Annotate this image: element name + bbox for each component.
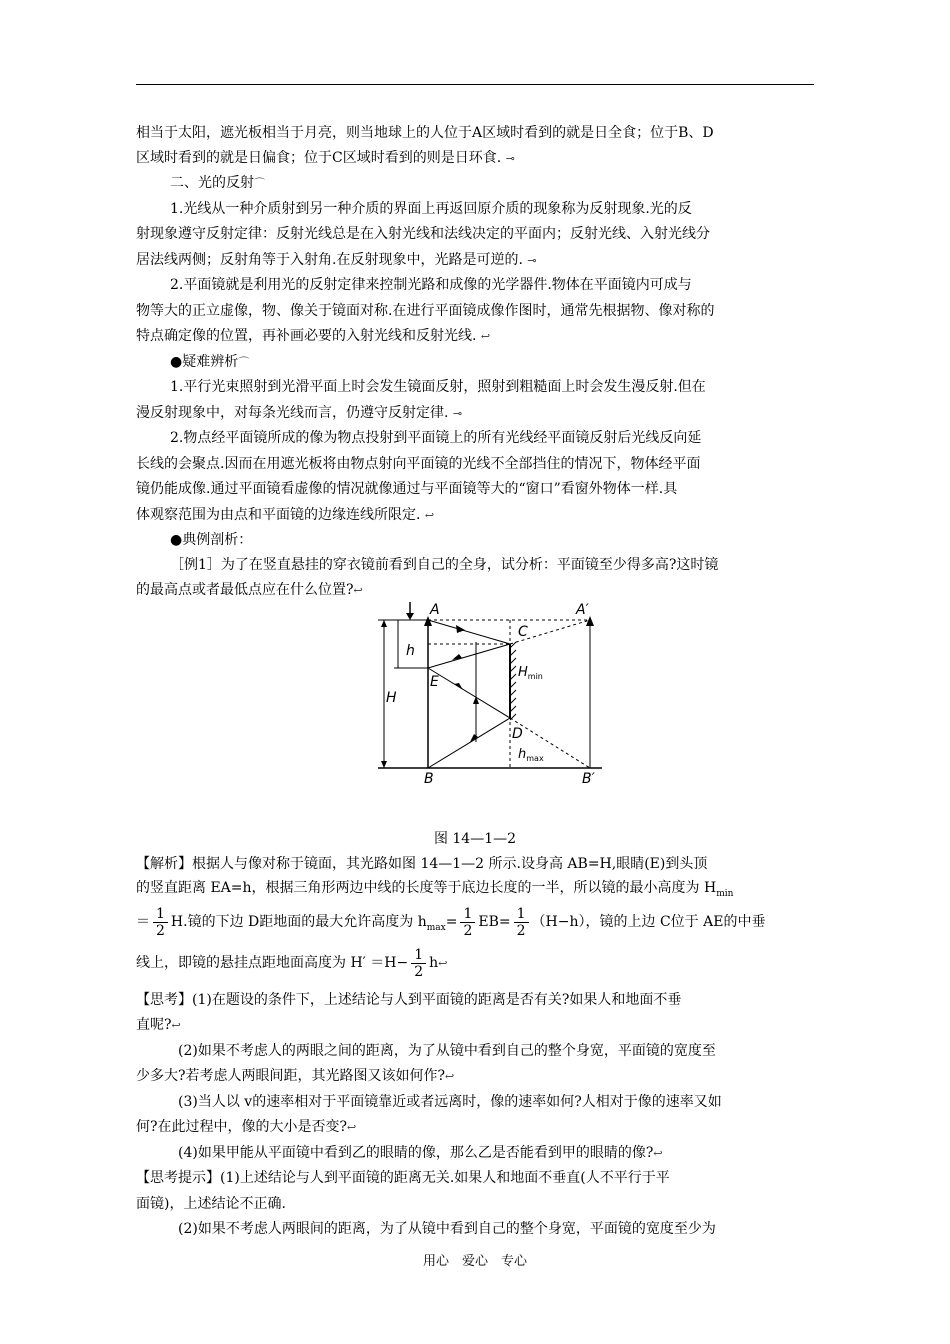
ray-arrow-icon (454, 683, 463, 690)
hint-line: (2)如果不考虑人两眼间的距离，为了从镜中看到自己的整个身宽，平面镜的宽度至少为 (178, 1221, 716, 1237)
text-line: 2.平面镜就是利用光的反射定律来控制光路和成像的光学器件.物体在平面镜内可成与 (170, 277, 692, 293)
dim-arrow-down (381, 761, 387, 768)
ray-d-e (428, 668, 510, 718)
figure-caption: 图 14—1—2 (433, 831, 517, 847)
analysis-line: 的竖直距离 EA=h，根据三角形两边中线的长度等于底边长度的一半，所以镜的最小高度为 $H_{min}$ (136, 880, 734, 899)
paragraph-mark-icon: ⊸ (505, 152, 515, 165)
fraction: $\frac{1}{2}$ (153, 906, 168, 939)
label-height: H (386, 690, 397, 706)
think-line: 少多大?若考虑人两眼间距，其光路图又该如何作?↩ (136, 1068, 455, 1084)
page-footer: 用心 爱心 专心 (422, 1254, 527, 1269)
label-h: h (406, 643, 415, 659)
think-line: 【思考】(1)在题设的条件下，上述结论与人到平面镜的距离是否有关?如果人和地面不垂 (136, 992, 682, 1008)
paragraph-mark-icon: ⊸ (527, 254, 537, 267)
text-line: 1.光线从一种介质射到另一种介质的界面上再返回原介质的现象称为反射现象.光的反 (170, 201, 692, 217)
arrow-down-head (406, 613, 414, 620)
paragraph-mark-icon: ↩ (353, 584, 363, 597)
label-a: A (430, 602, 440, 618)
hint-line: 【思考提示】(1)上述结论与人到平面镜的距离无关.如果人和地面不垂直(人不平行于平 (136, 1170, 670, 1186)
text-line: 居法线两侧；反射角等于入射角.在反射现象中，光路是可逆的. ⊸ (136, 252, 537, 268)
label-b: B (424, 771, 434, 786)
text-line: 镜仍能成像.通过平面镜看虚像的情况就像通过与平面镜等大的“窗口”看窗外物体一样.具 (136, 481, 678, 497)
paragraph-mark-icon: ⌒ (238, 356, 250, 369)
ray-arrow-icon (473, 696, 479, 704)
mirror-diagram (370, 600, 610, 786)
fraction: $\frac{1}{2}$ (514, 906, 529, 939)
ray-c-e (428, 644, 510, 668)
hint-line: 面镜)，上述结论不正确. (136, 1196, 286, 1212)
text-line: 相当于太阳，遮光板相当于月亮，则当地球上的人位于A区域时看到的就是日全食；位于B、D (136, 125, 714, 141)
think-line: 何?在此过程中，像的大小是否变?↩ (136, 1119, 357, 1135)
think-line: (2)如果不考虑人的两眼之间的距离，为了从镜中看到自己的整个身宽，平面镜的宽度至 (178, 1043, 716, 1059)
text-line: 的最高点或者最低点应在什么位置?↩ (136, 582, 363, 598)
paragraph-mark-icon: ↩ (347, 1121, 357, 1134)
text-line: 长线的会聚点.因而在用遮光板将由物点射向平面镜的光线不全部挡住的情况下，物体经平面 (136, 456, 701, 472)
example-line: ［例1］为了在竖直悬挂的穿衣镜前看到自己的全身，试分析：平面镜至少得多高?这时镜 (170, 557, 719, 573)
label-a-prime: A′ (576, 602, 589, 618)
paragraph-mark-icon: ⌒ (254, 177, 265, 190)
dim-arrow-up (381, 620, 387, 627)
paragraph-mark-icon: ↩ (171, 1019, 181, 1032)
text-line: 2.物点经平面镜所成的像为物点投射到平面镜上的所有光线经平面镜反射后光线反向延 (170, 430, 702, 446)
paragraph-mark-icon: ↩ (438, 957, 448, 970)
label-d: D (512, 726, 523, 742)
label-hmin: $H_{min}$ (518, 665, 543, 681)
section-heading: ●疑难辨析⌒ (170, 354, 250, 370)
paragraph-mark-icon: ↩ (445, 1070, 455, 1083)
text-line: 射现象遵守反射定律：反射光线总是在入射光线和法线决定的平面内；反射光线、入射光线分 (136, 226, 710, 242)
text-line: 物等大的正立虚像，物、像关于镜面对称.在进行平面镜成像作图时，通常先根据物、像对称的 (136, 303, 715, 319)
paragraph-mark-icon: ↩ (480, 330, 491, 343)
text-line: 体观察范围为由点和平面镜的边缘连线所限定. ↩ (136, 507, 435, 523)
think-line: (3)当人以 v的速率相对于平面镜靠近或者远离时，像的速率如何?人相对于像的速率又如 (178, 1094, 722, 1110)
paragraph-mark-icon: ⊸ (452, 407, 463, 420)
ray-arrow-icon (456, 625, 465, 633)
analysis-line: 线上，即镜的悬挂点距地面高度为 H′ ＝H− $\frac{1}{2}$ h↩ (136, 946, 448, 980)
label-e: E (430, 674, 439, 690)
think-line: (4)如果甲能从平面镜中看到乙的眼睛的像，那么乙是否能看到甲的眼睛的像?↩ (178, 1145, 663, 1161)
think-line: 直呢?↩ (136, 1017, 181, 1033)
paragraph-mark-icon: ↩ (653, 1147, 663, 1160)
label-hmax: $h_{max}$ (518, 747, 544, 763)
text-line: 区域时看到的就是日偏食；位于C区域时看到的则是日环食. ⊸ (136, 150, 515, 166)
label-b-prime: B′ (582, 771, 595, 786)
analysis-line: 【解析】根据人与像对称于镜面，其光路如图 14—1—2 所示.设身高 AB=H,眼睛(E)到头顶 (136, 856, 708, 872)
analysis-line: ＝ $\frac{1}{2}$ H.镜的下边 D距地面的最大允许高度为 $h_{max}=$ $\frac{1}{2}$ EB= $\frac{1}{2}$ （H−h），镜的上边 C位于 AE的中垂 (136, 905, 766, 939)
fraction: $\frac{1}{2}$ (411, 947, 426, 980)
section-heading: 二、光的反射⌒ (170, 175, 265, 191)
text-line: 特点确定像的位置，再补画必要的入射光线和反射光线. ↩ (136, 328, 491, 344)
fraction: $\frac{1}{2}$ (460, 906, 475, 939)
label-c: C (518, 624, 528, 640)
section-heading: ●典例剖析： (170, 532, 253, 548)
text-line: 1.平行光束照射到光滑平面上时会发生镜面反射，照射到粗糙面上时会发生漫反射.但在 (170, 379, 706, 395)
header-rule (136, 84, 814, 85)
text-line: 漫反射现象中，对每条光线而言，仍遵守反射定律. ⊸ (136, 405, 463, 421)
ray-b-d (428, 718, 510, 768)
ray-a-c (428, 620, 510, 644)
paragraph-mark-icon: ↩ (424, 509, 435, 522)
